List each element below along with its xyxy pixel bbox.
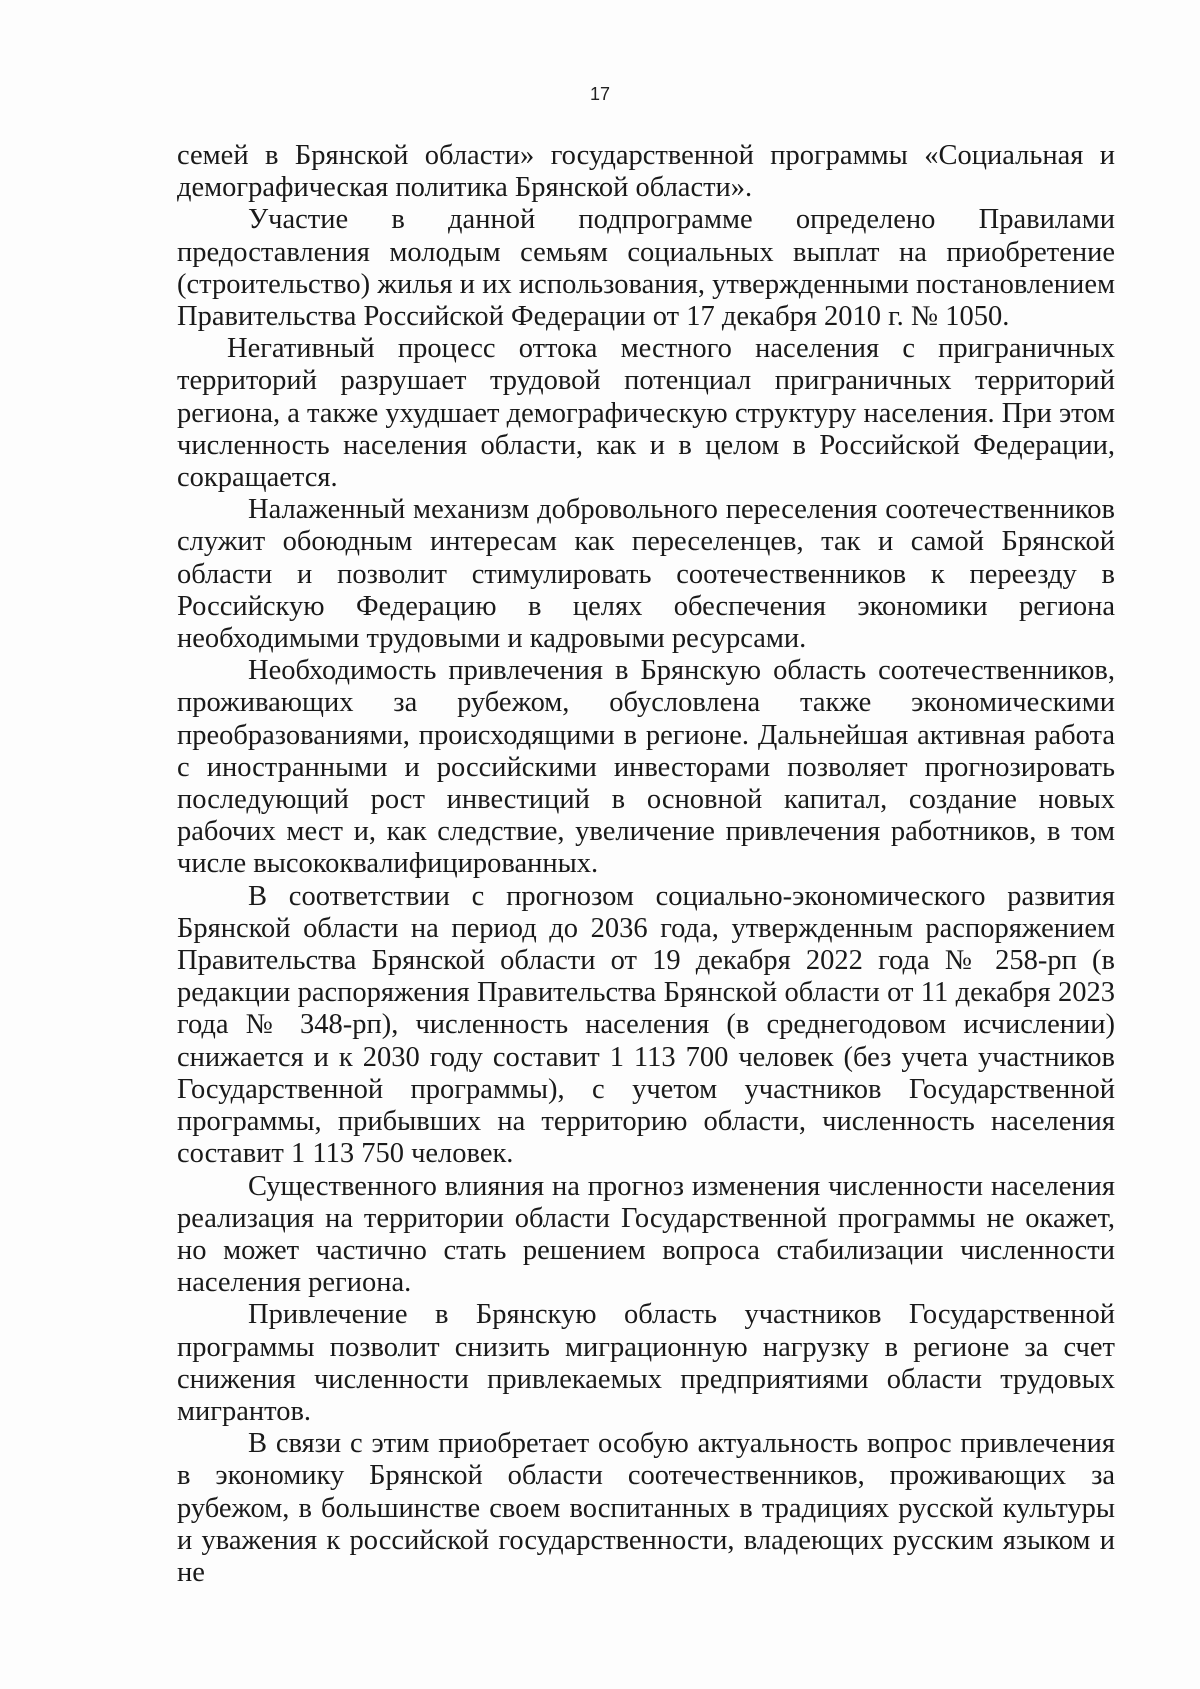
paragraph: Необходимость привлечения в Брянскую область соотечественников, проживающих за рубежом, обусловлена также экономическими преобразованиями, происходящими в регионе. Дальнейшая активная работа с иностранными и российскими инвесторами позволяет прогнозировать последующий рост инвестиций в основной капитал, создание новых рабочих мест и, как следствие, увеличение привлечения работников, в том числе высококвалифицированных. [177,655,1115,880]
paragraph: семей в Брянской области» государственной программы «Социальная и демографическая политика Брянской области». [177,140,1115,204]
paragraph: Налаженный механизм добровольного переселения соотечественников служит обоюдным интересам как переселенцев, так и самой Брянской области и позволит стимулировать соотечественников к переезду в Российскую Федерацию в целях обеспечения экономики региона необходимыми трудовыми и кадровыми ресурсами. [177,494,1115,655]
document-body [177,140,1115,1589]
paragraph: Привлечение в Брянскую область участников Государственной программы позволит снизить миграционную нагрузку в регионе за счет снижения численности привлекаемых предприятиями области трудовых мигрантов. [177,1299,1115,1427]
page-number: 17 [589,84,611,104]
paragraph: В соответствии с прогнозом социально-экономического развития Брянской области на период до 2036 года, утвержденным распоряжением Правительства Брянской области от 19 декабря 2022 года № 258-рп (в редакции распоряжения Правительства Брянской области от 11 декабря 2023 года № 348-рп), численность населения (в среднегодовом исчислении) снижается и к 2030 году составит 1 113 700 человек (без учета участников Государственной программы), с учетом участников Государственной программы, прибывших на территорию области, численность населения составит 1 113 750 человек. [177,880,1115,1170]
paragraph: Существенного влияния на прогноз изменения численности населения реализация на территории области Государственной программы не окажет, но может частично стать решением вопроса стабилизации численности населения региона. [177,1170,1115,1299]
paragraph: Негативный процесс оттока местного населения с приграничных территорий разрушает трудовой потенциал приграничных территорий региона, а также ухудшает демографическую структуру населения. При этом численность населения области, как и в целом в Российской Федерации, сокращается. [177,333,1115,494]
paragraph: В связи с этим приобретает особую актуальность вопрос привлечения в экономику Брянской области соотечественников, проживающих за рубежом, в большинстве своем воспитанных в традициях русской культуры и уважения к российской государственности, владеющих русским языком и не [177,1428,1115,1588]
paragraph: Участие в данной подпрограмме определено Правилами предоставления молодым семьям социальных выплат на приобретение (строительство) жилья и их использования, утвержденными постановлением Правительства Российской Федерации от 17 декабря 2010 г. № 1050. [177,204,1115,333]
